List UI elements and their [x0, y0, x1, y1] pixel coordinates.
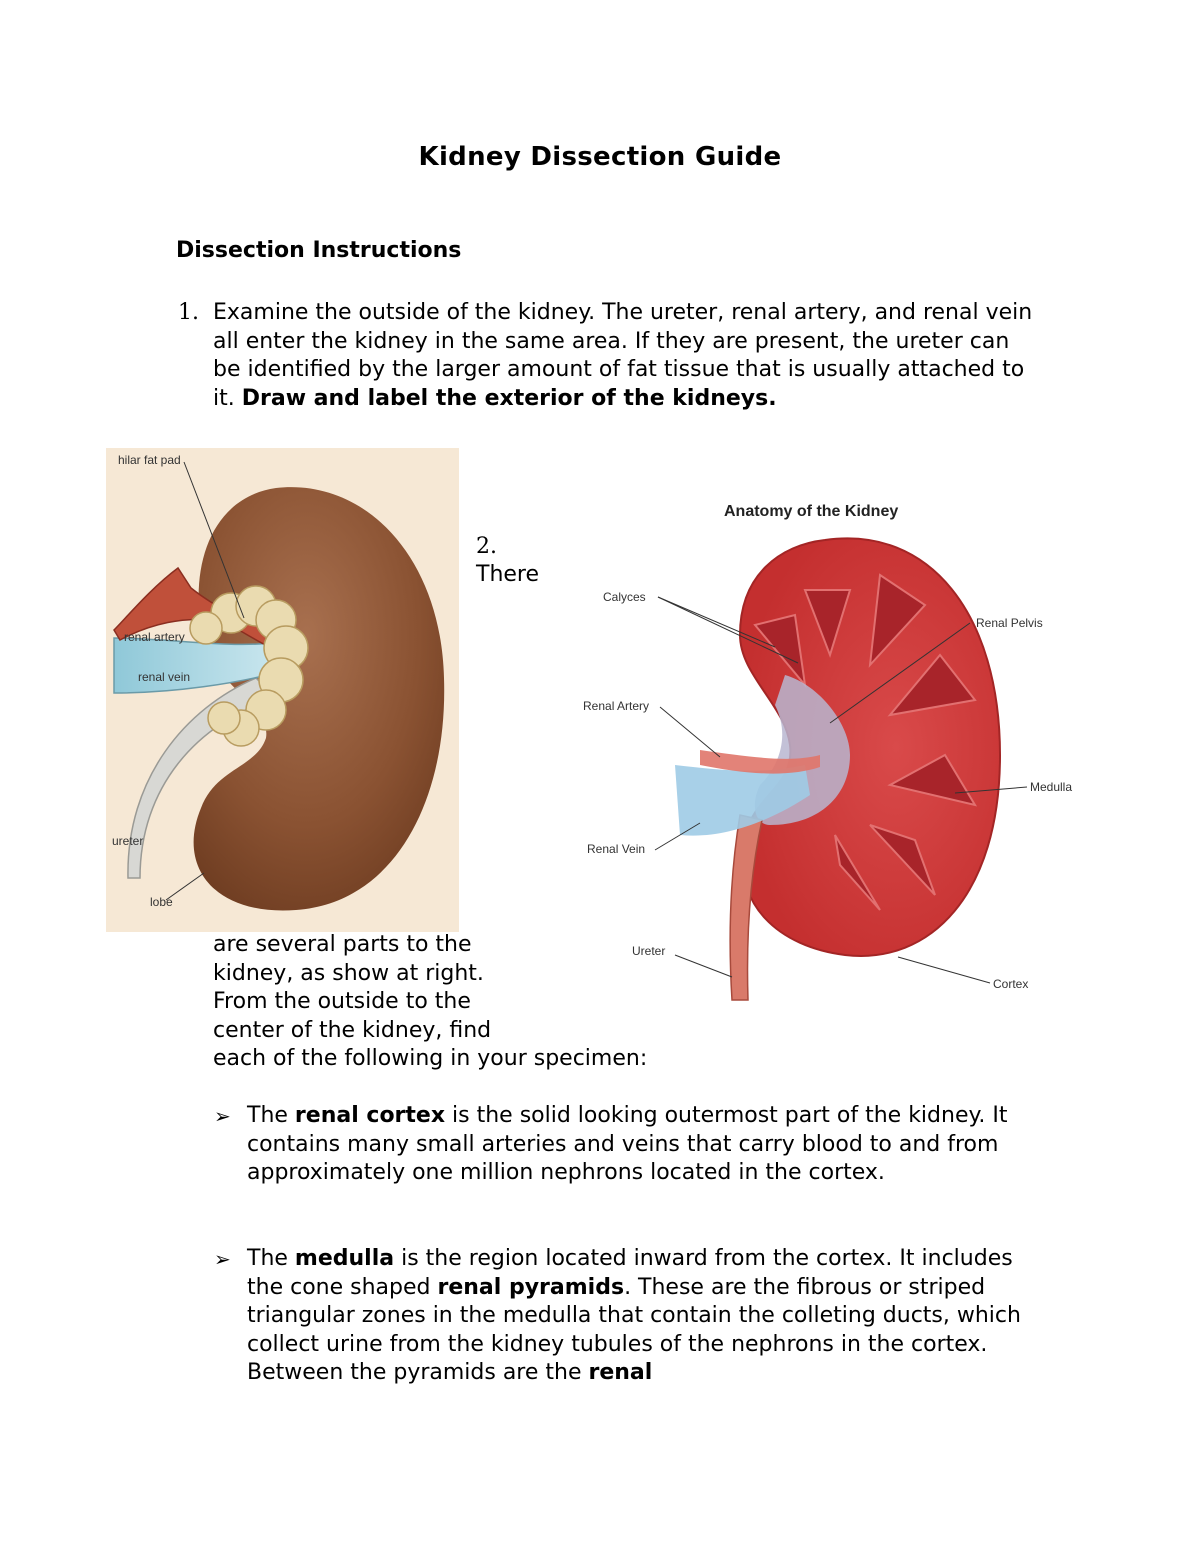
label-renal-vein-anatomy: Renal Vein	[587, 842, 646, 856]
step-1-text: Examine the outside of the kidney. The ureter, renal artery, and renal vein all enter the kidney in the same area. If they are present, the ureter can be identified by the larger amount of fat tissue that is usually attached to it.	[213, 300, 1033, 411]
bullet-2-term-renal: renal	[588, 1360, 653, 1385]
bullet-2-text: . These are the fibrous or striped triangular zones in the medulla that contain the colleting ducts, which collect urine from the kidney tubules of the nephrons in the cortex. Between the pyramids are the	[247, 1274, 1021, 1385]
label-renal-vein: renal vein	[138, 670, 191, 684]
section-heading: Dissection Instructions	[176, 238, 462, 263]
bullet-2-mid: is the region located inward from the cortex. It includes the cone shaped	[247, 1246, 1013, 1300]
bullet-1-pre: The	[247, 1103, 295, 1128]
page-title: Kidney Dissection Guide	[418, 142, 782, 172]
bullet-medulla	[247, 1245, 1047, 1388]
step-2-line: center of the kidney, find	[213, 1017, 492, 1043]
label-hilar-fat-pad: hilar fat pad	[118, 453, 181, 467]
label-cortex: Cortex	[993, 977, 1029, 991]
bullet-arrow-icon: ➢	[214, 1247, 231, 1271]
bullet-1-term: renal cortex	[294, 1103, 446, 1128]
step-1-paragraph	[213, 299, 1043, 413]
anatomy-figure-title: Anatomy of the Kidney	[724, 503, 899, 520]
step-2-number: 2.	[476, 534, 497, 559]
step-1-bold-instruction: Draw and label the exterior of the kidneys.	[241, 385, 777, 411]
bullet-2-pre: The	[247, 1246, 295, 1271]
step-2-paragraph	[213, 931, 693, 1074]
bullet-1-text: is the solid looking outermost part of the kidney. It contains many small arteries and veins that carry blood to and from approximately one million nephrons located in the cortex.	[247, 1103, 1008, 1185]
step-1-number: 1.	[178, 300, 199, 325]
label-ureter-anatomy: Ureter	[632, 944, 666, 958]
label-renal-pelvis: Renal Pelvis	[976, 616, 1043, 630]
label-renal-artery-anatomy: Renal Artery	[583, 699, 650, 713]
bullet-2-term-pyramids: renal pyramids	[437, 1274, 625, 1300]
bullet-2-term-medulla: medulla	[294, 1246, 395, 1271]
label-lobe: lobe	[150, 895, 173, 909]
kidney-exterior-figure	[106, 448, 459, 932]
bullet-arrow-icon: ➢	[214, 1104, 231, 1128]
label-ureter: ureter	[112, 834, 144, 848]
step-2-first-word: There	[476, 562, 540, 587]
step-2-line: each of the following in your specimen:	[213, 1046, 648, 1071]
step-2-line: From the outside to the	[213, 989, 471, 1014]
label-calyces: Calyces	[603, 590, 646, 604]
step-2-line: kidney, as show at right.	[213, 960, 484, 986]
label-renal-artery: renal artery	[124, 630, 185, 644]
step-2-line: are several parts to the	[213, 932, 472, 957]
bullet-renal-cortex	[247, 1102, 1047, 1188]
label-medulla: Medulla	[1030, 780, 1073, 794]
